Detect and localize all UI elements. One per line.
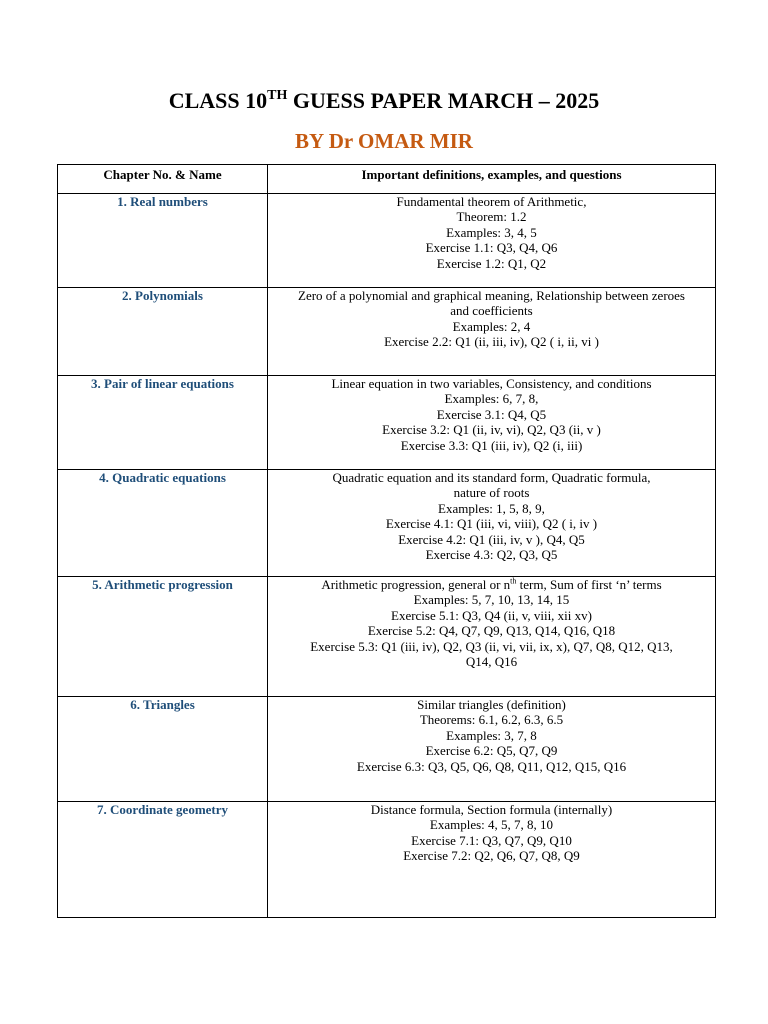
chapter-name: 3. Pair of linear equations (58, 376, 268, 470)
chapter-topics (268, 194, 716, 288)
topic-line: Exercise 3.3: Q1 (iii, iv), Q2 (i, iii) (400, 437, 583, 453)
title-superscript: TH (267, 88, 288, 103)
topic-line-text: term, Sum of first ‘n’ terms (516, 577, 662, 592)
table-header-row (58, 165, 716, 194)
topic-line: and coefficients (450, 303, 533, 319)
title-suffix: GUESS PAPER MARCH – 2025 (287, 88, 600, 113)
topic-line: nature of roots (453, 485, 530, 501)
topic-line: Linear equation in two variables, Consistency, and conditions (331, 376, 652, 391)
chapter-topics (268, 802, 716, 918)
topic-line: Examples: 2, 4 (452, 318, 531, 334)
chapter-name: 5. Arithmetic progression (58, 577, 268, 697)
guess-table (57, 164, 716, 918)
topic-line: Exercise 3.1: Q4, Q5 (436, 406, 547, 422)
chapter-name: 1. Real numbers (58, 194, 268, 288)
topic-line-text: Arithmetic progression, general or n (321, 577, 511, 592)
topic-line: Exercise 5.1: Q3, Q4 (ii, v, viii, xii xv) (391, 607, 592, 623)
topic-line: Examples: 5, 7, 10, 13, 14, 15 (413, 592, 570, 608)
topic-line: Exercise 6.2: Q5, Q7, Q9 (425, 743, 558, 759)
title-prefix: CLASS 10 (168, 88, 268, 113)
topic-line: Q14, Q16 (465, 654, 518, 670)
topic-line: Exercise 5.2: Q4, Q7, Q9, Q13, Q14, Q16, Q18 (367, 623, 616, 639)
topic-line: Similar triangles (definition) (417, 697, 566, 712)
topic-line: Exercise 7.2: Q2, Q6, Q7, Q8, Q9 (403, 848, 580, 864)
table-row (58, 697, 716, 802)
topic-line: Distance formula, Section formula (internally) (370, 802, 613, 817)
chapter-name: 7. Coordinate geometry (58, 802, 268, 918)
topic-line: Examples: 3, 7, 8 (446, 727, 537, 743)
topic-line: Exercise 1.1: Q3, Q4, Q6 (425, 240, 558, 256)
topic-line: Fundamental theorem of Arithmetic, (396, 194, 587, 209)
topic-line: Exercise 4.3: Q2, Q3, Q5 (425, 547, 558, 563)
topic-line: Exercise 6.3: Q3, Q5, Q6, Q8, Q11, Q12, Q15, Q16 (356, 758, 627, 774)
chapter-name: 2. Polynomials (58, 288, 268, 376)
topic-line: Exercise 7.1: Q3, Q7, Q9, Q10 (411, 832, 572, 848)
topic-line: Quadratic equation and its standard form, Quadratic formula, (332, 470, 651, 485)
topic-line: Exercise 4.1: Q1 (iii, vi, viii), Q2 ( i, iv ) (385, 516, 598, 532)
topic-line: Exercise 3.2: Q1 (ii, iv, vi), Q2, Q3 (ii, v ) (382, 422, 601, 438)
table-row (58, 376, 716, 470)
table-row (58, 470, 716, 577)
topic-line: Examples: 4, 5, 7, 8, 10 (429, 817, 554, 833)
table-row (58, 288, 716, 376)
table-row (58, 194, 716, 288)
topic-line: Exercise 2.2: Q1 (ii, iii, iv), Q2 ( i, ii, vi ) (384, 334, 599, 350)
chapter-topics (268, 470, 716, 577)
chapter-topics (268, 577, 716, 697)
page-title (0, 88, 768, 114)
chapter-topics (268, 376, 716, 470)
column-header-topics: Important definitions, examples, and questions (268, 165, 716, 194)
topic-line: Exercise 1.2: Q1, Q2 (436, 255, 547, 271)
topic-line: Theorem: 1.2 (456, 209, 527, 225)
topic-line (272, 577, 711, 592)
topic-line: Exercise 5.3: Q1 (iii, iv), Q2, Q3 (ii, vi, vii, ix, x), Q7, Q8, Q12, Q13, (310, 638, 673, 654)
topic-line: Examples: 3, 4, 5 (446, 224, 537, 240)
chapter-topics (268, 697, 716, 802)
chapter-name: 6. Triangles (58, 697, 268, 802)
author-line: BY Dr OMAR MIR (295, 129, 473, 153)
topic-line: Zero of a polynomial and graphical meaning, Relationship between zeroes (298, 288, 685, 303)
topic-line: Examples: 1, 5, 8, 9, (438, 500, 545, 516)
table-row (58, 577, 716, 697)
column-header-chapter: Chapter No. & Name (58, 165, 268, 194)
topic-line: Examples: 6, 7, 8, (444, 391, 539, 407)
superscript: th (510, 576, 517, 586)
chapter-name: 4. Quadratic equations (58, 470, 268, 577)
topic-line: Theorems: 6.1, 6.2, 6.3, 6.5 (419, 712, 564, 728)
table-row (58, 802, 716, 918)
topic-line: Exercise 4.2: Q1 (iii, iv, v ), Q4, Q5 (398, 531, 585, 547)
chapter-topics (268, 288, 716, 376)
